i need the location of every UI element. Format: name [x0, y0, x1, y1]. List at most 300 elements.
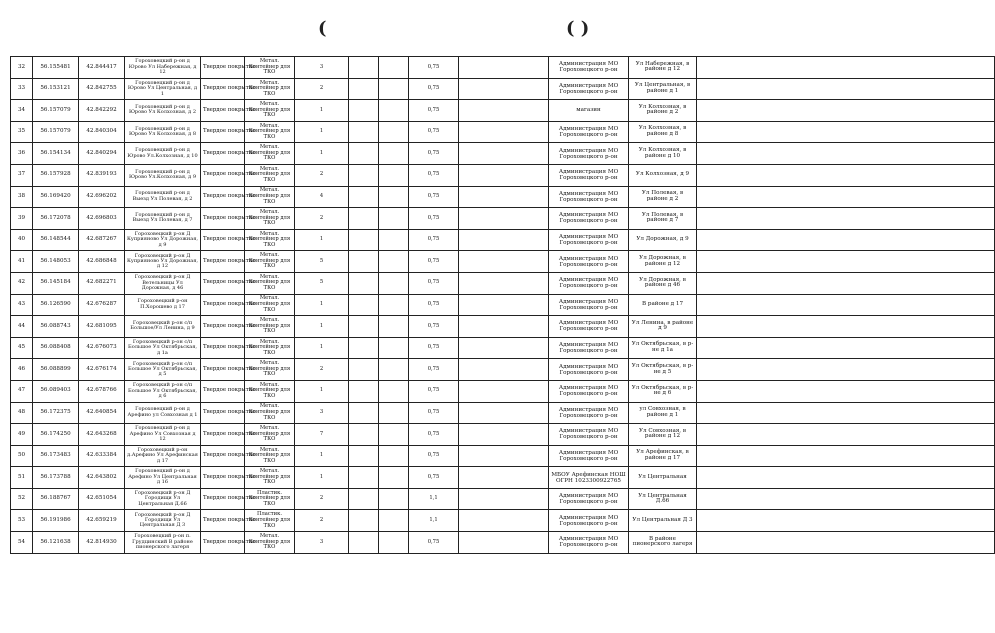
container-type-cell: Метал. Контейнер для ТКО [245, 532, 295, 554]
surface-cover-cell: Твердое покрытие [201, 143, 245, 165]
surface-cover-cell: Твердое покрытие [201, 445, 245, 467]
container-type-cell: Метал. Контейнер для ТКО [245, 337, 295, 359]
container-type-cell: Метал. Контейнер для ТКО [245, 143, 295, 165]
page-mark-right: ( ) [566, 18, 590, 39]
row-number-cell: 54 [11, 532, 33, 554]
container-volume-cell: 0,75 [409, 532, 459, 554]
container-count-cell: 5 [295, 272, 349, 294]
container-type-cell: Метал. Контейнер для ТКО [245, 359, 295, 381]
empty-cell [459, 402, 549, 424]
container-volume-cell: 0,75 [409, 143, 459, 165]
container-type-cell: Метал. Контейнер для ТКО [245, 164, 295, 186]
row-number-cell: 37 [11, 164, 33, 186]
table-row [11, 57, 995, 79]
location-cell: Ул Октябрьская, в р-не д 1а [629, 337, 697, 359]
empty-cell [379, 532, 409, 554]
row-number-cell: 43 [11, 294, 33, 316]
row-number-cell: 33 [11, 78, 33, 100]
empty-cell [349, 57, 379, 79]
owner-cell: Администрация МО Гороховецкого р-он [549, 57, 629, 79]
latitude-cell: 56.172078 [33, 208, 79, 230]
location-cell: Ул Колхозная, в районе д 8 [629, 121, 697, 143]
empty-cell [459, 488, 549, 510]
empty-cell [459, 121, 549, 143]
container-count-cell: 3 [295, 57, 349, 79]
empty-cell [379, 186, 409, 208]
surface-cover-cell: Твердое покрытие [201, 57, 245, 79]
surface-cover-cell: Твердое покрытие [201, 208, 245, 230]
surface-cover-cell: Твердое покрытие [201, 251, 245, 273]
location-cell: Ул Колхозная, в районе д 2 [629, 100, 697, 122]
surface-cover-cell: Твердое покрытие [201, 532, 245, 554]
location-cell: В районе пионерского лагеря [629, 532, 697, 554]
latitude-cell: 56.148053 [33, 251, 79, 273]
latitude-cell: 56.157079 [33, 121, 79, 143]
container-count-cell: 4 [295, 186, 349, 208]
surface-cover-cell: Твердое покрытие [201, 510, 245, 532]
table-row [11, 294, 995, 316]
empty-cell [459, 57, 549, 79]
empty-cell [379, 272, 409, 294]
address-cell: Гороховецкий р-он д Выезд Ул Полевая, д 7 [125, 208, 201, 230]
container-volume-cell: 0,75 [409, 272, 459, 294]
table-row [11, 424, 995, 446]
empty-cell [697, 100, 995, 122]
container-volume-cell: 0,75 [409, 294, 459, 316]
surface-cover-cell: Твердое покрытие [201, 294, 245, 316]
longitude-cell: 42.681095 [79, 316, 125, 338]
table-row [11, 467, 995, 489]
empty-cell [697, 208, 995, 230]
empty-cell [459, 272, 549, 294]
empty-cell [697, 294, 995, 316]
row-number-cell: 45 [11, 337, 33, 359]
address-cell: Гороховецкий р-он Д Куприяново Ул Дорожная, д 12 [125, 251, 201, 273]
location-cell: Ул Полевая, в районе д 2 [629, 186, 697, 208]
surface-cover-cell: Твердое покрытие [201, 164, 245, 186]
container-type-cell: Метал. Контейнер для ТКО [245, 380, 295, 402]
empty-cell [697, 57, 995, 79]
longitude-cell: 42.842292 [79, 100, 125, 122]
latitude-cell: 56.169420 [33, 186, 79, 208]
empty-cell [349, 488, 379, 510]
container-count-cell: 2 [295, 510, 349, 532]
table-row [11, 532, 995, 554]
owner-cell: магазин [549, 100, 629, 122]
location-cell: Ул Совхозная, в районе д 12 [629, 424, 697, 446]
container-volume-cell: 0,75 [409, 186, 459, 208]
address-cell: Гороховецкий р-он с/п Большое/Ул Ленина, д 9 [125, 316, 201, 338]
location-cell: Ул Центральная [629, 467, 697, 489]
owner-cell: Администрация МО Гороховецкого р-он [549, 380, 629, 402]
empty-cell [697, 424, 995, 446]
empty-cell [697, 121, 995, 143]
container-volume-cell: 1,1 [409, 488, 459, 510]
latitude-cell: 56.173483 [33, 445, 79, 467]
surface-cover-cell: Твердое покрытие [201, 424, 245, 446]
latitude-cell: 56.172375 [33, 402, 79, 424]
empty-cell [697, 380, 995, 402]
latitude-cell: 56.089403 [33, 380, 79, 402]
owner-cell: Администрация МО Гороховецкого р-он [549, 510, 629, 532]
row-number-cell: 35 [11, 121, 33, 143]
container-volume-cell: 0,75 [409, 78, 459, 100]
surface-cover-cell: Твердое покрытие [201, 121, 245, 143]
container-volume-cell: 0,75 [409, 467, 459, 489]
owner-cell: Администрация МО Гороховецкого р-он [549, 78, 629, 100]
latitude-cell: 56.154134 [33, 143, 79, 165]
address-cell: Гороховецкий р-он П.Хорошево д 17 [125, 294, 201, 316]
empty-cell [379, 100, 409, 122]
empty-cell [379, 294, 409, 316]
empty-cell [459, 100, 549, 122]
location-cell: Ул Колхозная, д 9 [629, 164, 697, 186]
empty-cell [459, 467, 549, 489]
container-volume-cell: 0,75 [409, 380, 459, 402]
owner-cell: Администрация МО Гороховецкого р-он [549, 488, 629, 510]
empty-cell [349, 532, 379, 554]
owner-cell: Администрация МО Гороховецкого р-он [549, 359, 629, 381]
latitude-cell: 56.157928 [33, 164, 79, 186]
row-number-cell: 44 [11, 316, 33, 338]
container-type-cell: Метал. Контейнер для ТКО [245, 229, 295, 251]
container-count-cell: 1 [295, 100, 349, 122]
empty-cell [697, 488, 995, 510]
surface-cover-cell: Твердое покрытие [201, 380, 245, 402]
owner-cell: Администрация МО Гороховецкого р-он [549, 337, 629, 359]
empty-cell [379, 143, 409, 165]
empty-cell [349, 445, 379, 467]
container-type-cell: Метал. Контейнер для ТКО [245, 186, 295, 208]
owner-cell: Администрация МО Гороховецкого р-он [549, 272, 629, 294]
page-top-marks [0, 18, 904, 42]
owner-cell: Администрация МО Гороховецкого р-он [549, 186, 629, 208]
address-cell: Гороховецкий р-он Д Городищи Ул Центральная Д 3 [125, 510, 201, 532]
container-count-cell: 2 [295, 164, 349, 186]
surface-cover-cell: Твердое покрытие [201, 186, 245, 208]
location-cell: Ул Октябрьская, в р-не д 6 [629, 380, 697, 402]
table-row [11, 208, 995, 230]
empty-cell [379, 121, 409, 143]
container-count-cell: 2 [295, 488, 349, 510]
container-volume-cell: 0,75 [409, 251, 459, 273]
container-count-cell: 1 [295, 294, 349, 316]
longitude-cell: 42.686848 [79, 251, 125, 273]
row-number-cell: 32 [11, 57, 33, 79]
owner-cell: Администрация МО Гороховецкого р-он [549, 402, 629, 424]
container-volume-cell: 0,75 [409, 402, 459, 424]
empty-cell [379, 78, 409, 100]
location-cell: Ул Колхозная, в районе д 10 [629, 143, 697, 165]
address-cell: Гороховецкий р-он с/п Большое Ул Октябрьская, д 6 [125, 380, 201, 402]
location-cell: ул Совхозная, в районе д 1 [629, 402, 697, 424]
row-number-cell: 47 [11, 380, 33, 402]
container-sites-table [10, 56, 995, 554]
empty-cell [459, 510, 549, 532]
empty-cell [349, 424, 379, 446]
container-type-cell: Пластик. Контейнер для ТКО [245, 488, 295, 510]
empty-cell [349, 143, 379, 165]
empty-cell [459, 532, 549, 554]
address-cell: Гороховецкий р-он д.Арефино Ул Арефинская д 17 [125, 445, 201, 467]
container-volume-cell: 0,75 [409, 359, 459, 381]
table-body [11, 57, 995, 554]
empty-cell [697, 337, 995, 359]
empty-cell [349, 272, 379, 294]
table-row [11, 78, 995, 100]
latitude-cell: 56.188767 [33, 488, 79, 510]
empty-cell [459, 208, 549, 230]
empty-cell [349, 100, 379, 122]
container-count-cell: 1 [295, 467, 349, 489]
empty-cell [697, 143, 995, 165]
container-volume-cell: 0,75 [409, 229, 459, 251]
row-number-cell: 46 [11, 359, 33, 381]
empty-cell [349, 402, 379, 424]
address-cell: Гороховецкий р-он д Юрово Ул Колхозная, д 2 [125, 100, 201, 122]
empty-cell [349, 337, 379, 359]
address-cell: Гороховецкий р-он д Юрово Ул Набережная, д 12 [125, 57, 201, 79]
row-number-cell: 38 [11, 186, 33, 208]
container-type-cell: Пластик. Контейнер для ТКО [245, 510, 295, 532]
container-count-cell: 5 [295, 251, 349, 273]
table-row [11, 164, 995, 186]
owner-cell: Администрация МО Гороховецкого р-он [549, 229, 629, 251]
location-cell: Ул Полевая, в районе д 7 [629, 208, 697, 230]
empty-cell [459, 78, 549, 100]
latitude-cell: 56.121638 [33, 532, 79, 554]
row-number-cell: 39 [11, 208, 33, 230]
table-row [11, 251, 995, 273]
container-count-cell: 1 [295, 337, 349, 359]
latitude-cell: 56.191986 [33, 510, 79, 532]
empty-cell [459, 164, 549, 186]
container-type-cell: Метал. Контейнер для ТКО [245, 208, 295, 230]
latitude-cell: 56.153121 [33, 78, 79, 100]
location-cell: Ул Октябрьская, в р-не д 5 [629, 359, 697, 381]
empty-cell [697, 510, 995, 532]
address-cell: Гороховецкий р-он д Юрово Ул.Колхозная, д 10 [125, 143, 201, 165]
location-cell: Ул Центральная Д 3 [629, 510, 697, 532]
empty-cell [349, 294, 379, 316]
longitude-cell: 42.840304 [79, 121, 125, 143]
container-volume-cell: 0,75 [409, 100, 459, 122]
address-cell: Гороховецкий р-он Д Куприяново Ул Дорожная, д 9 [125, 229, 201, 251]
address-cell: Гороховецкий р-он Д Городищи Ул Центральная Д.66 [125, 488, 201, 510]
empty-cell [379, 510, 409, 532]
surface-cover-cell: Твердое покрытие [201, 337, 245, 359]
container-count-cell: 2 [295, 208, 349, 230]
location-cell: Ул Дорожная, в районе д 46 [629, 272, 697, 294]
address-cell: Гороховецкий р-он д Юрово Ул Центральная, д 1 [125, 78, 201, 100]
longitude-cell: 42.676287 [79, 294, 125, 316]
empty-cell [349, 510, 379, 532]
surface-cover-cell: Твердое покрытие [201, 100, 245, 122]
longitude-cell: 42.840294 [79, 143, 125, 165]
address-cell: Гороховецкий р-он Д Ветельницы Ул Дорожная, д 46 [125, 272, 201, 294]
empty-cell [349, 380, 379, 402]
empty-cell [379, 424, 409, 446]
surface-cover-cell: Твердое покрытие [201, 316, 245, 338]
empty-cell [349, 467, 379, 489]
latitude-cell: 56.148544 [33, 229, 79, 251]
longitude-cell: 42.687267 [79, 229, 125, 251]
empty-cell [459, 229, 549, 251]
owner-cell: Администрация МО Гороховецкого р-он [549, 121, 629, 143]
container-count-cell: 1 [295, 316, 349, 338]
container-volume-cell: 0,75 [409, 445, 459, 467]
empty-cell [379, 359, 409, 381]
table-row [11, 488, 995, 510]
empty-cell [459, 445, 549, 467]
empty-cell [349, 121, 379, 143]
table-row [11, 272, 995, 294]
surface-cover-cell: Твердое покрытие [201, 78, 245, 100]
container-type-cell: Метал. Контейнер для ТКО [245, 100, 295, 122]
container-volume-cell: 0,75 [409, 208, 459, 230]
longitude-cell: 42.651054 [79, 488, 125, 510]
container-volume-cell: 0,75 [409, 316, 459, 338]
longitude-cell: 42.643268 [79, 424, 125, 446]
row-number-cell: 53 [11, 510, 33, 532]
surface-cover-cell: Твердое покрытие [201, 402, 245, 424]
empty-cell [459, 359, 549, 381]
longitude-cell: 42.676073 [79, 337, 125, 359]
empty-cell [379, 337, 409, 359]
row-number-cell: 41 [11, 251, 33, 273]
longitude-cell: 42.678766 [79, 380, 125, 402]
container-count-cell: 1 [295, 380, 349, 402]
container-count-cell: 1 [295, 143, 349, 165]
empty-cell [697, 229, 995, 251]
surface-cover-cell: Твердое покрытие [201, 488, 245, 510]
empty-cell [379, 402, 409, 424]
empty-cell [697, 532, 995, 554]
table-row [11, 121, 995, 143]
owner-cell: МБОУ Арефинская НОШ ОГРН 1023300922765 [549, 467, 629, 489]
empty-cell [459, 143, 549, 165]
empty-cell [697, 467, 995, 489]
address-cell: Гороховецкий р-он д Юрово Ул Колхозная, д 8 [125, 121, 201, 143]
empty-cell [379, 208, 409, 230]
container-volume-cell: 0,75 [409, 121, 459, 143]
container-count-cell: 2 [295, 78, 349, 100]
row-number-cell: 51 [11, 467, 33, 489]
table-row [11, 186, 995, 208]
page-mark-left: ( [318, 18, 327, 39]
empty-cell [459, 251, 549, 273]
empty-cell [697, 272, 995, 294]
address-cell: Гороховецкий р-он п. Грудцинский В районе пионерского лагеря [125, 532, 201, 554]
owner-cell: Администрация МО Гороховецкого р-он [549, 164, 629, 186]
container-volume-cell: 1,1 [409, 510, 459, 532]
location-cell: Ул Набережная, в районе д 12 [629, 57, 697, 79]
empty-cell [349, 208, 379, 230]
container-count-cell: 7 [295, 424, 349, 446]
owner-cell: Администрация МО Гороховецкого р-он [549, 532, 629, 554]
longitude-cell: 42.682271 [79, 272, 125, 294]
address-cell: Гороховецкий р-он с/п Большое Ул Октябрьская, д 1а [125, 337, 201, 359]
longitude-cell: 42.842755 [79, 78, 125, 100]
empty-cell [349, 164, 379, 186]
container-count-cell: 1 [295, 229, 349, 251]
container-volume-cell: 0,75 [409, 424, 459, 446]
empty-cell [459, 316, 549, 338]
empty-cell [349, 229, 379, 251]
container-type-cell: Метал. Контейнер для ТКО [245, 445, 295, 467]
container-volume-cell: 0,75 [409, 164, 459, 186]
container-count-cell: 3 [295, 532, 349, 554]
empty-cell [459, 424, 549, 446]
empty-cell [379, 380, 409, 402]
latitude-cell: 56.155481 [33, 57, 79, 79]
row-number-cell: 50 [11, 445, 33, 467]
empty-cell [379, 229, 409, 251]
row-number-cell: 36 [11, 143, 33, 165]
address-cell: Гороховецкий р-он д Арефино ул Совхозная д 1 [125, 402, 201, 424]
empty-cell [697, 186, 995, 208]
latitude-cell: 56.173788 [33, 467, 79, 489]
empty-cell [379, 316, 409, 338]
empty-cell [379, 467, 409, 489]
location-cell: Ул Дорожная, в районе д 12 [629, 251, 697, 273]
latitude-cell: 56.088743 [33, 316, 79, 338]
empty-cell [379, 164, 409, 186]
address-cell: Гороховецкий р-он д Юрово Ул.Колхозная, д 9 [125, 164, 201, 186]
owner-cell: Администрация МО Гороховецкого р-он [549, 294, 629, 316]
owner-cell: Администрация МО Гороховецкого р-он [549, 424, 629, 446]
row-number-cell: 49 [11, 424, 33, 446]
table-row [11, 337, 995, 359]
empty-cell [459, 294, 549, 316]
row-number-cell: 48 [11, 402, 33, 424]
empty-cell [697, 402, 995, 424]
row-number-cell: 42 [11, 272, 33, 294]
latitude-cell: 56.145184 [33, 272, 79, 294]
address-cell: Гороховецкий р-он д Арефино Ул Центральная д 16 [125, 467, 201, 489]
longitude-cell: 42.659219 [79, 510, 125, 532]
longitude-cell: 42.640854 [79, 402, 125, 424]
table-row [11, 100, 995, 122]
surface-cover-cell: Твердое покрытие [201, 359, 245, 381]
empty-cell [379, 488, 409, 510]
empty-cell [697, 164, 995, 186]
location-cell: Ул Центральная, в районе д 1 [629, 78, 697, 100]
empty-cell [349, 251, 379, 273]
surface-cover-cell: Твердое покрытие [201, 229, 245, 251]
longitude-cell: 42.696202 [79, 186, 125, 208]
table-row [11, 143, 995, 165]
owner-cell: Администрация МО Гороховецкого р-он [549, 316, 629, 338]
owner-cell: Администрация МО Гороховецкого р-он [549, 445, 629, 467]
owner-cell: Администрация МО Гороховецкого р-он [549, 143, 629, 165]
longitude-cell: 42.696803 [79, 208, 125, 230]
empty-cell [379, 445, 409, 467]
empty-cell [349, 78, 379, 100]
owner-cell: Администрация МО Гороховецкого р-он [549, 251, 629, 273]
location-cell: Ул Ленина, в районе д 9 [629, 316, 697, 338]
empty-cell [379, 251, 409, 273]
longitude-cell: 42.814930 [79, 532, 125, 554]
container-count-cell: 1 [295, 121, 349, 143]
table-row [11, 445, 995, 467]
empty-cell [697, 445, 995, 467]
longitude-cell: 42.676174 [79, 359, 125, 381]
container-count-cell: 1 [295, 445, 349, 467]
table-row [11, 402, 995, 424]
container-type-cell: Метал. Контейнер для ТКО [245, 402, 295, 424]
latitude-cell: 56.157079 [33, 100, 79, 122]
